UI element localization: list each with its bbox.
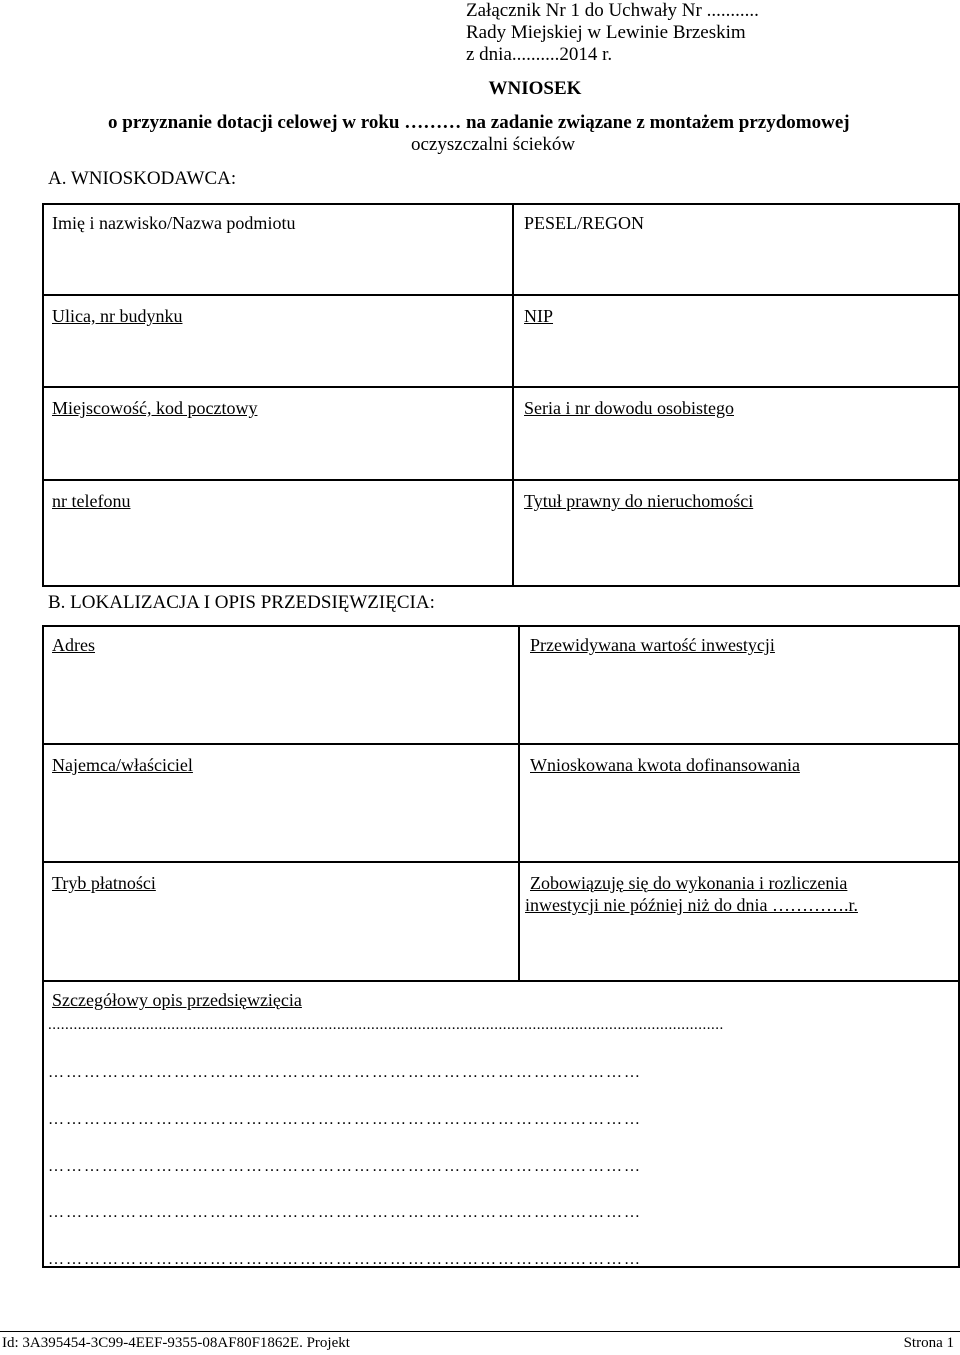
- property-title-label: Tytuł prawny do nieruchomości: [524, 491, 754, 511]
- section-b-heading: B. LOKALIZACJA I OPIS PRZEDSIĘWZIĘCIA:: [48, 592, 435, 613]
- description-header: [42, 980, 960, 1020]
- nip-field[interactable]: [514, 296, 960, 386]
- description-line-1: ………………………………………………………………………………………: [48, 1064, 642, 1081]
- description-line-2: ………………………………………………………………………………………: [48, 1111, 642, 1128]
- commitment-field[interactable]: [520, 863, 960, 982]
- requested-amount-label: Wnioskowana kwota dofinansowania: [530, 755, 800, 775]
- subtitle: [108, 112, 850, 134]
- footer-divider: [0, 1331, 960, 1332]
- nip-label: NIP: [524, 306, 554, 326]
- description-dotted-line: ...............................................................................................................................................................: [48, 1017, 724, 1033]
- subtitle-part1: o przyznanie dotacji celowej w roku: [108, 112, 405, 133]
- tenant-field[interactable]: [42, 745, 518, 861]
- commitment-line2: inwestycji nie później niż do dnia ………….r.: [525, 895, 858, 915]
- tenant-label: Najemca/właściciel: [52, 755, 193, 775]
- attachment-line: Załącznik Nr 1 do Uchwały Nr ...........: [466, 0, 759, 21]
- document-title: WNIOSEK: [488, 78, 582, 99]
- commitment-line1: Zobowiązuję się do wykonania i rozliczenia: [530, 873, 848, 893]
- description-line-5: ………………………………………………………………………………………: [48, 1251, 642, 1268]
- investment-value-label: Przewidywana wartość inwestycji: [530, 635, 775, 655]
- date-line: z dnia..........2014 r.: [466, 44, 613, 65]
- payment-mode-field[interactable]: [42, 863, 518, 982]
- id-card-field[interactable]: [514, 388, 960, 479]
- pesel-field[interactable]: [514, 203, 960, 294]
- section-a-heading: A. WNIOSKODAWCA:: [48, 168, 237, 189]
- footer-page-number: Strona 1: [903, 1335, 954, 1351]
- subtitle-line2: oczyszczalni ścieków: [411, 134, 576, 155]
- city-field[interactable]: [42, 388, 512, 479]
- pesel-label: PESEL/REGON: [524, 213, 645, 233]
- address-field[interactable]: [42, 625, 518, 743]
- property-title-field[interactable]: [514, 481, 960, 587]
- description-line-3: ………………………………………………………………………………………: [48, 1158, 642, 1175]
- city-label: Miejscowość, kod pocztowy: [52, 398, 258, 418]
- street-label: Ulica, nr budynku: [52, 306, 183, 326]
- id-card-label: Seria i nr dowodu osobistego: [524, 398, 734, 418]
- payment-mode-label: Tryb płatności: [52, 873, 156, 893]
- description-line-4: ………………………………………………………………………………………: [48, 1204, 642, 1221]
- name-label: Imię i nazwisko/Nazwa podmiotu: [52, 213, 296, 233]
- address-label: Adres: [52, 635, 95, 655]
- description-label: Szczegółowy opis przedsięwzięcia: [52, 990, 302, 1010]
- subtitle-part2: ……… na zadanie związane z montażem przydomowej: [404, 112, 850, 133]
- street-field[interactable]: [42, 296, 512, 386]
- council-line: Rady Miejskiej w Lewinie Brzeskim: [466, 22, 746, 43]
- footer-document-id: Id: 3A395454-3C99-4EEF-9355-08AF80F1862E. Projekt: [2, 1335, 350, 1351]
- name-field[interactable]: [42, 203, 512, 294]
- investment-value-field[interactable]: [520, 625, 960, 743]
- phone-field[interactable]: [42, 481, 512, 587]
- requested-amount-field[interactable]: [520, 745, 960, 861]
- phone-label: nr telefonu: [52, 491, 131, 511]
